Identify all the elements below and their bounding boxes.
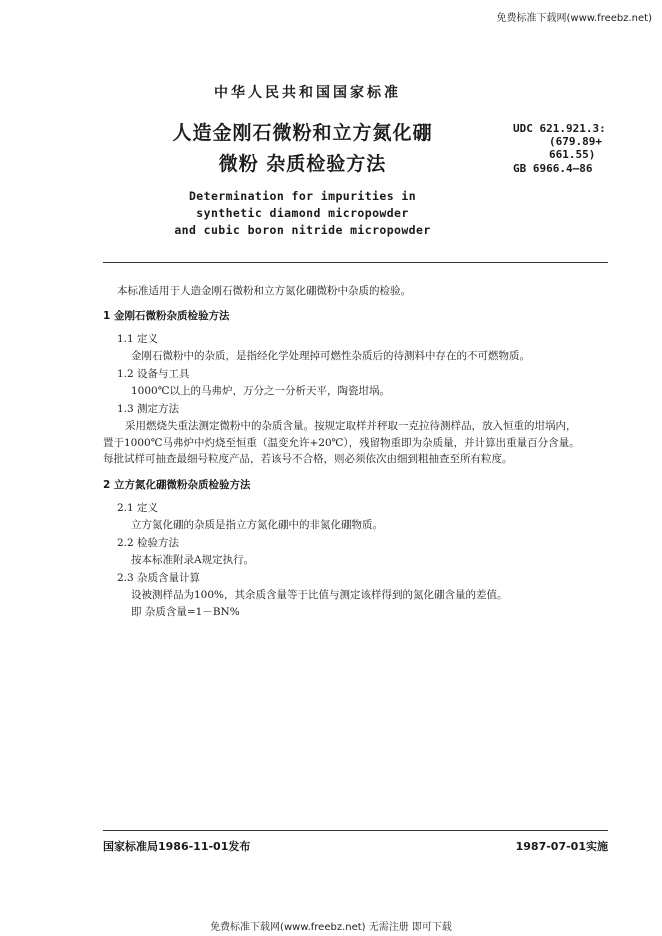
section-1-1-text: 金刚石微粉中的杂质，是指经化学处理掉可燃性杂质后的待测料中存在的不可燃物质。	[131, 350, 530, 362]
intro-text: 本标准适用于人造金刚石微粉和立方氮化硼微粉中杂质的检验。	[117, 285, 411, 297]
section-1-3-line1: 采用燃烧失重法测定微粉中的杂质含量。按规定取样并秤取一克拉待测样品，放入恒重的坩埚内，	[125, 420, 577, 432]
section-2-2-text: 按本标准附录A规定执行。	[131, 554, 255, 566]
watermark-bottom: 免费标准下载网(www.freebz.net) 无需注册 即可下载	[210, 922, 452, 933]
title-cn-line1: 人造金刚石微粉和立方氮化硼	[172, 122, 433, 144]
header-rule	[103, 262, 608, 263]
section-2-3-title: 2.3 杂质含量计算	[117, 572, 201, 584]
section-2-3-text: 设被测样品为100%，其余质含量等于比值与测定该样得到的氮化硼含量的差值。	[131, 589, 508, 601]
section-1-3-line3: 每批试样可抽查最细号粒度产品，若该号不合格，则必须依次由细到粗抽查至所有粒度。	[103, 453, 513, 465]
gb-number: GB 6966.4—86	[513, 162, 593, 175]
title-en-line1: Determination for impurities in	[188, 189, 417, 203]
section-2-1-title: 2.1 定义	[117, 502, 159, 514]
section-1-2-title: 1.2 设备与工具	[117, 368, 190, 380]
udc-line3: 661.55)	[549, 148, 596, 161]
effective-date: 1987-07-01实施	[515, 840, 608, 853]
section-2-title: 2 立方氮化硼微粉杂质检验方法	[103, 479, 251, 491]
section-1-1-title: 1.1 定义	[117, 333, 159, 345]
udc-line2: (679.89+	[549, 135, 602, 148]
section-1-3-title: 1.3 测定方法	[117, 403, 180, 415]
section-2-1-text: 立方氮化硼的杂质是指立方氮化硼中的非氮化硼物质。	[131, 519, 383, 531]
title-en-line2: synthetic diamond micropowder	[196, 206, 409, 220]
section-1-title: 1 金刚石微粉杂质检验方法	[103, 310, 230, 322]
section-1-3-line2: 置于1000℃马弗炉中灼烧至恒重（温变允许+20℃），残留物重即为杂质量，并计算出重量百分含量。	[103, 437, 580, 449]
udc-code	[513, 122, 653, 161]
standard-type: 中华人民共和国国家标准	[214, 85, 401, 101]
udc-line1: UDC 621.921.3:	[513, 122, 606, 135]
section-2-2-title: 2.2 检验方法	[117, 537, 180, 549]
issued-date: 国家标准局1986-11-01发布	[103, 840, 251, 853]
watermark-top: 免费标准下载网(www.freebz.net)	[496, 13, 652, 24]
title-en-line3: and cubic boron nitride micropowder	[174, 223, 431, 237]
title-cn-line2: 微粉 杂质检验方法	[218, 153, 387, 175]
footer-rule	[103, 830, 608, 831]
section-1-2-text: 1000℃以上的马弗炉，万分之一分析天平，陶瓷坩埚。	[131, 385, 390, 397]
section-2-3-formula: 即 杂质含量=1－BN%	[131, 606, 240, 618]
